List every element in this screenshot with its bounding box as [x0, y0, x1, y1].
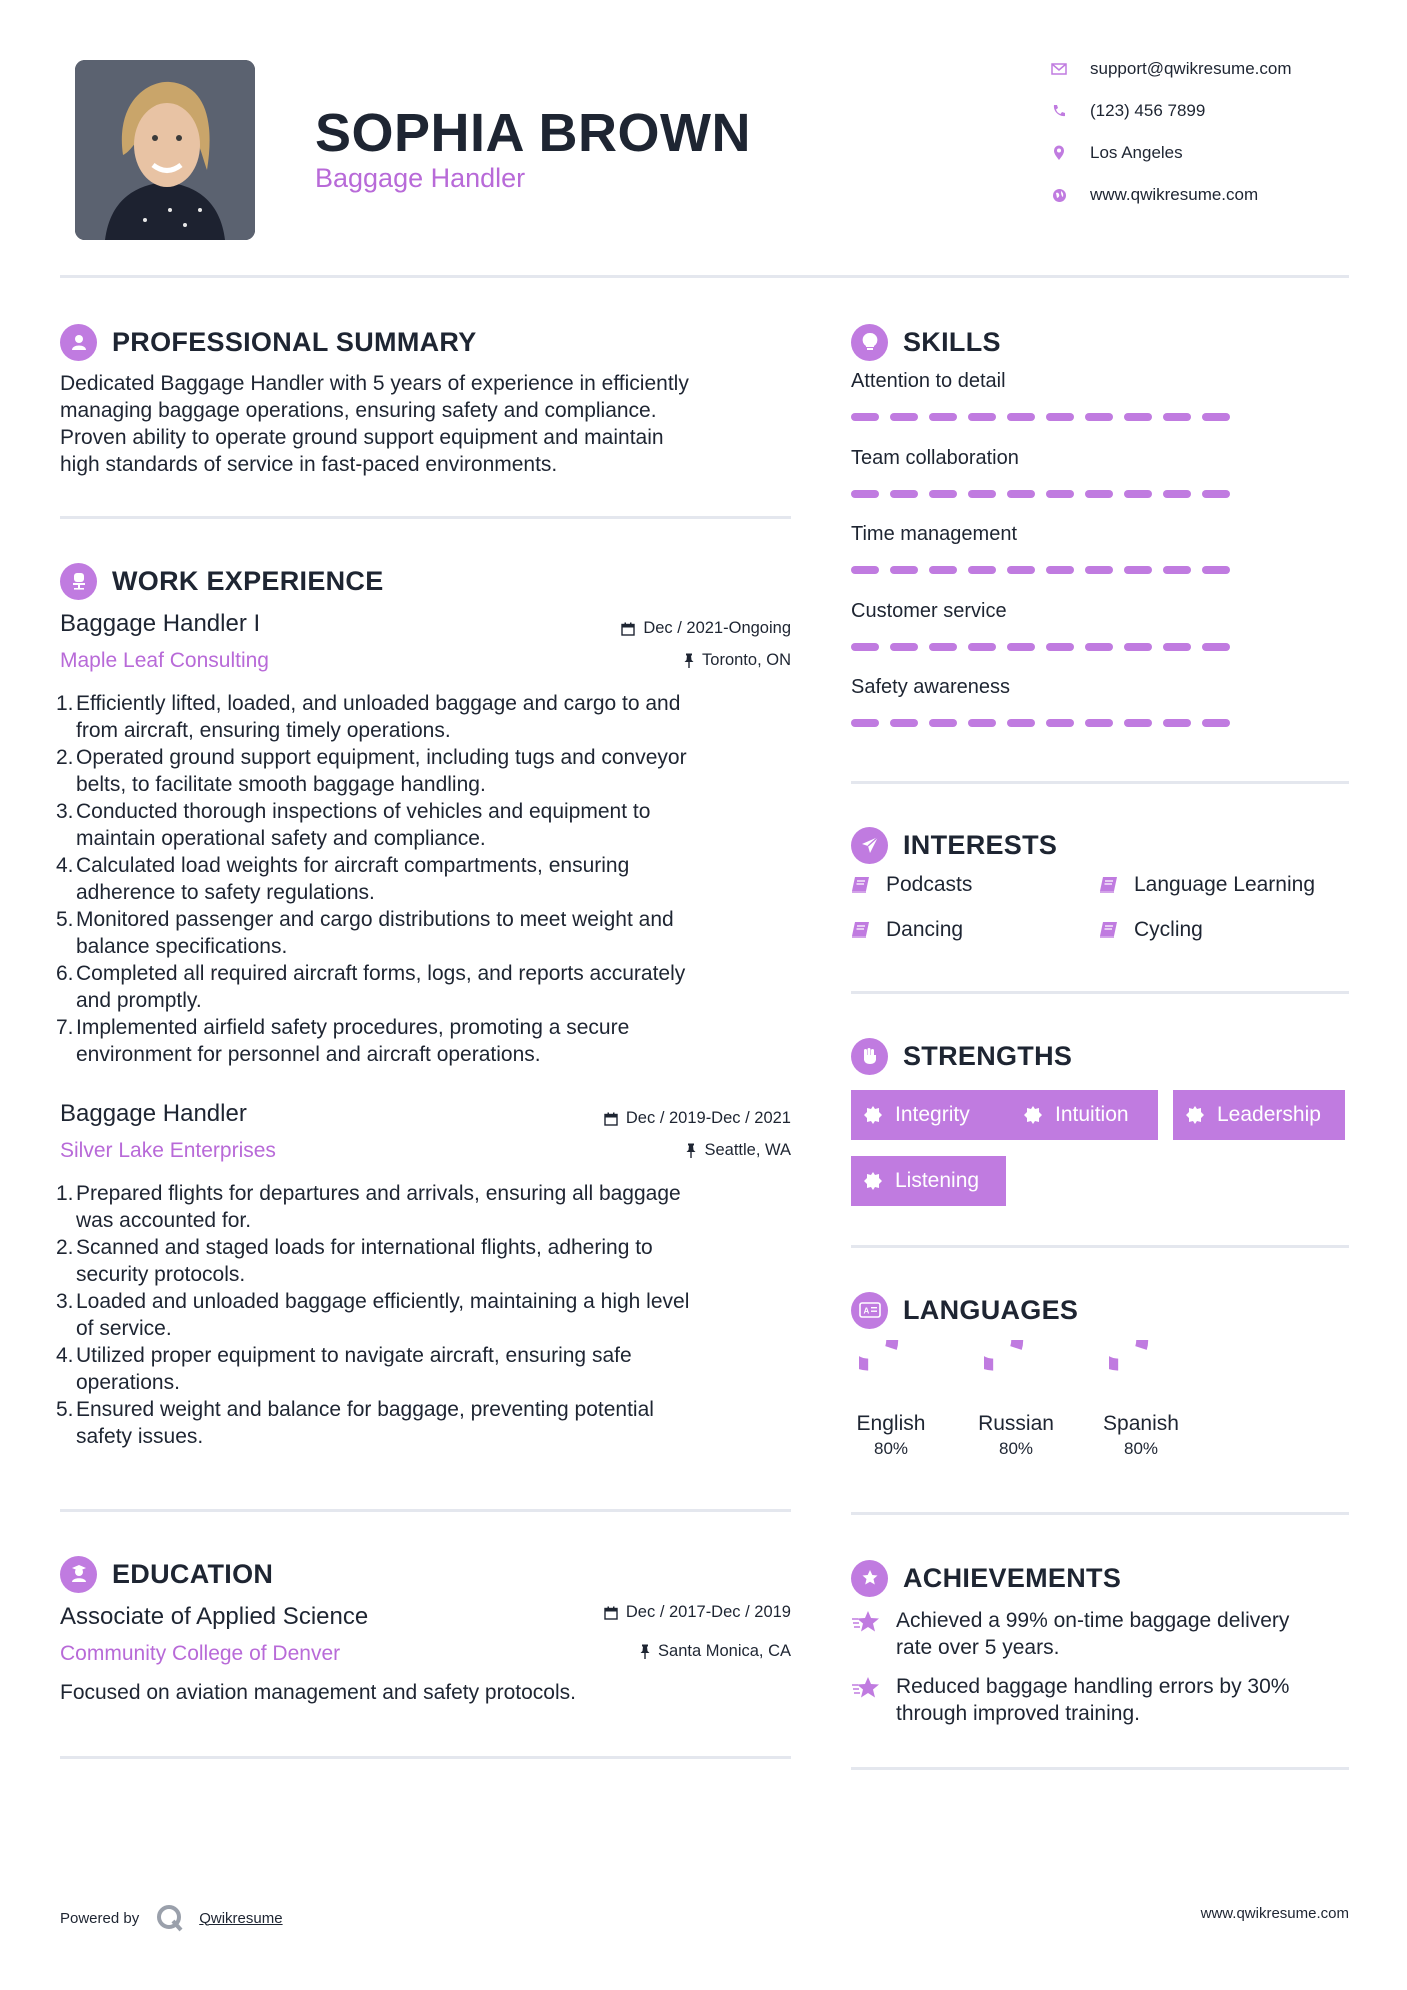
job-location-text: Seattle, WA	[704, 1141, 791, 1159]
skill-dash	[1163, 566, 1191, 574]
skill-dash	[1163, 413, 1191, 421]
phone-icon	[1050, 102, 1068, 120]
translate-icon	[851, 1292, 888, 1329]
skill-name: Safety awareness	[851, 676, 1010, 698]
qwikresume-logo-icon	[155, 1903, 185, 1933]
summary-text	[60, 370, 800, 478]
skill-dash	[968, 643, 996, 651]
education-date	[500, 1603, 791, 1622]
skill-dash	[851, 413, 879, 421]
ring-track	[992, 1348, 1040, 1396]
skill-dash	[968, 566, 996, 574]
summary-title: PROFESSIONAL SUMMARY	[112, 326, 477, 357]
skill-item	[851, 600, 1281, 677]
skill-item	[851, 676, 1281, 753]
list-item: 1. Prepared flights for departures and arrivals, ensuring all baggage was accounted for.	[56, 1182, 681, 1232]
achievement-line: through improved training.	[896, 1702, 1140, 1725]
skill-dash	[851, 719, 879, 727]
languages-title: LANGUAGES	[903, 1294, 1079, 1325]
interest-item	[851, 873, 972, 897]
strength-label: Listening	[895, 1169, 980, 1192]
job-location	[500, 651, 791, 670]
skill-dash	[1124, 566, 1152, 574]
paper-plane-icon	[851, 827, 888, 864]
achievement-line: Achieved a 99% on-time baggage delivery	[896, 1609, 1290, 1632]
education-description: Focused on aviation management and safety protocols.	[60, 1681, 576, 1704]
achievement-line: Reduced baggage handling errors by 30%	[896, 1675, 1290, 1698]
badge-star-icon	[1185, 1105, 1205, 1125]
skill-dash	[1007, 413, 1035, 421]
candidate-title: Baggage Handler	[315, 163, 526, 193]
skill-dash	[1202, 643, 1230, 651]
skills-title: SKILLS	[903, 326, 1001, 357]
skills-heading	[851, 322, 1001, 362]
languages-heading	[851, 1290, 1078, 1330]
skill-dash	[1085, 490, 1113, 498]
book-icon	[1099, 921, 1118, 939]
skill-dash	[890, 413, 918, 421]
skill-dash	[1085, 643, 1113, 651]
interest-label: Podcasts	[886, 873, 973, 896]
job-date-text: Dec / 2021-Ongoing	[643, 619, 791, 637]
skill-dash	[968, 413, 996, 421]
raised-fist-icon	[851, 1038, 888, 1075]
skill-dash	[1163, 719, 1191, 727]
education-location	[500, 1642, 791, 1661]
education-heading	[60, 1554, 273, 1594]
summary-divider	[60, 516, 791, 519]
language-percent: 80%	[873, 1439, 909, 1458]
skill-dash	[1085, 566, 1113, 574]
interests-title: INTERESTS	[903, 829, 1058, 860]
skill-dash	[929, 643, 957, 651]
strength-badge	[1011, 1090, 1158, 1140]
job-date	[500, 1109, 791, 1128]
skill-dash	[1046, 566, 1074, 574]
ring-track	[867, 1348, 915, 1396]
interests-divider	[851, 991, 1349, 994]
summary-line: Dedicated Baggage Handler with 5 years of experience in efficiently	[60, 372, 689, 395]
skill-rating	[851, 490, 1281, 498]
skill-item	[851, 523, 1281, 600]
skill-dash	[1163, 643, 1191, 651]
briefcase-chair-icon	[60, 563, 97, 600]
pushpin-icon	[686, 1143, 696, 1158]
skill-name: Customer service	[851, 599, 1007, 622]
skill-dash	[1046, 719, 1074, 727]
pushpin-icon	[684, 653, 694, 668]
achievement-item	[851, 1607, 1349, 1661]
contact-email[interactable]	[1050, 54, 1350, 84]
strength-label: Leadership	[1217, 1103, 1321, 1126]
school-name: Community College of Denver	[60, 1642, 341, 1665]
contact-phone-text: (123) 456 7899	[1090, 101, 1206, 120]
language-name: Russian	[978, 1412, 1054, 1435]
list-item: 3. Conducted thorough inspections of vehicles and equipment to maintain operational safety and compliance.	[56, 800, 651, 850]
pushpin-icon	[640, 1644, 650, 1659]
skill-dash	[1124, 719, 1152, 727]
strength-badge	[851, 1090, 1012, 1140]
skill-name: Time management	[851, 523, 1017, 545]
book-icon	[851, 876, 870, 894]
list-item: 7. Implemented airfield safety procedures, promoting a secure environment for personnel and aircraft operations.	[56, 1016, 630, 1066]
powered-by-text: Powered by	[60, 1909, 140, 1927]
contact-location	[1050, 138, 1350, 168]
job-title: Baggage Handler	[60, 1100, 247, 1127]
map-pin-icon	[1050, 144, 1068, 162]
achievements-title: ACHIEVEMENTS	[903, 1562, 1122, 1593]
strength-badge	[1173, 1090, 1345, 1140]
skill-dash	[1046, 490, 1074, 498]
skill-dash	[1007, 490, 1035, 498]
list-item: 5. Ensured weight and balance for baggage, preventing potential safety issues.	[56, 1398, 654, 1448]
brand-link[interactable]: Qwikresume	[199, 1909, 283, 1927]
skill-dash	[929, 719, 957, 727]
job-location-text: Toronto, ON	[702, 651, 791, 669]
list-item: 2. Scanned and staged loads for international flights, adhering to security protocols.	[56, 1236, 653, 1286]
job-duties-list	[58, 1180, 798, 1450]
skill-dash	[1202, 566, 1230, 574]
footer-url[interactable]: www.qwikresume.com	[1200, 1905, 1349, 1922]
skill-dash	[1085, 413, 1113, 421]
job-company: Silver Lake Enterprises	[60, 1139, 276, 1162]
language-item	[961, 1340, 1071, 1459]
language-name: English	[856, 1412, 926, 1435]
skill-dash	[1124, 413, 1152, 421]
education-title: EDUCATION	[112, 1558, 274, 1589]
interest-label: Dancing	[886, 918, 964, 941]
envelope-icon	[1050, 60, 1068, 78]
star-icon	[851, 1673, 883, 1727]
experience-divider	[60, 1509, 791, 1512]
skill-dash	[929, 413, 957, 421]
summary-line: Proven ability to operate ground support equipment and maintain	[60, 426, 664, 449]
book-icon	[851, 921, 870, 939]
language-percent: 80%	[1123, 1439, 1159, 1458]
strength-badge	[851, 1156, 1006, 1206]
language-progress-ring	[859, 1340, 923, 1404]
badge-star-icon	[863, 1105, 883, 1125]
language-progress-ring	[1109, 1340, 1173, 1404]
ring-track	[1117, 1348, 1165, 1396]
badge-star-icon	[1023, 1105, 1043, 1125]
globe-icon	[1050, 186, 1068, 204]
education-divider	[60, 1756, 791, 1759]
skill-dash	[968, 490, 996, 498]
skill-name: Team collaboration	[851, 446, 1019, 469]
list-item: 1. Efficiently lifted, loaded, and unloaded baggage and cargo to and from aircraft, ensuring timely operations.	[56, 692, 681, 742]
list-item: 4. Calculated load weights for aircraft compartments, ensuring adherence to safety regulations.	[56, 854, 630, 904]
skill-name: Attention to detail	[851, 370, 1006, 392]
list-item: 3. Loaded and unloaded baggage efficiently, maintaining a high level of service.	[56, 1290, 690, 1340]
language-percent: 80%	[998, 1439, 1034, 1458]
skill-rating	[851, 643, 1281, 651]
achievement-item	[851, 1673, 1349, 1727]
skill-dash	[1202, 413, 1230, 421]
skill-dash	[851, 566, 879, 574]
skill-dash	[1085, 719, 1113, 727]
star-icon	[851, 1607, 883, 1661]
skill-dash	[1046, 643, 1074, 651]
skill-dash	[1124, 643, 1152, 651]
candidate-name: SOPHIA BROWN	[315, 103, 751, 163]
summary-heading	[60, 322, 477, 362]
list-item: 6. Completed all required aircraft forms, logs, and reports accurately and promptly.	[56, 962, 686, 1012]
interest-item	[1099, 918, 1203, 942]
book-icon	[1099, 876, 1118, 894]
list-item: 4. Utilized proper equipment to navigate aircraft, ensuring safe operations.	[56, 1344, 632, 1394]
language-item	[836, 1340, 946, 1459]
job-duties-list	[58, 690, 798, 1068]
job-company: Maple Leaf Consulting	[60, 649, 269, 672]
skill-rating	[851, 413, 1281, 421]
skill-dash	[851, 643, 879, 651]
skill-dash	[890, 566, 918, 574]
experience-title: WORK EXPERIENCE	[112, 565, 384, 596]
svg-text:A: A	[863, 1306, 869, 1316]
interest-label: Language Learning	[1134, 873, 1316, 896]
skill-dash	[890, 719, 918, 727]
lightbulb-icon	[851, 324, 888, 361]
strength-label: Intuition	[1055, 1103, 1129, 1126]
footer-powered-by	[60, 1903, 283, 1933]
user-icon	[60, 324, 97, 361]
profile-photo	[75, 60, 255, 240]
skill-item	[851, 370, 1281, 447]
trophy-star-icon	[851, 1560, 888, 1597]
list-item: 5. Monitored passenger and cargo distributions to meet weight and balance specifications.	[56, 908, 674, 958]
calendar-icon	[604, 1606, 618, 1620]
calendar-icon	[604, 1112, 618, 1126]
summary-line: high standards of service in fast-paced environments.	[60, 453, 558, 476]
skill-dash	[890, 643, 918, 651]
skill-dash	[1163, 490, 1191, 498]
skill-dash	[1007, 643, 1035, 651]
strengths-divider	[851, 1245, 1349, 1248]
graduate-icon	[60, 1556, 97, 1593]
skill-dash	[968, 719, 996, 727]
skill-dash	[929, 566, 957, 574]
skill-dash	[929, 490, 957, 498]
job-title: Baggage Handler I	[60, 610, 261, 637]
education-location-text: Santa Monica, CA	[658, 1642, 791, 1660]
contact-location-text: Los Angeles	[1090, 143, 1183, 162]
list-item: 2. Operated ground support equipment, including tugs and conveyor belts, to facilitate smooth baggage handling.	[56, 746, 687, 796]
language-item	[1086, 1340, 1196, 1459]
education-date-text: Dec / 2017-Dec / 2019	[625, 1603, 791, 1621]
skill-item	[851, 447, 1281, 524]
achievement-line: rate over 5 years.	[896, 1636, 1060, 1659]
strengths-title: STRENGTHS	[903, 1040, 1073, 1071]
languages-divider	[851, 1512, 1349, 1515]
summary-line: managing baggage operations, ensuring safety and compliance.	[60, 399, 657, 422]
skill-dash	[1007, 719, 1035, 727]
interest-item	[851, 918, 963, 942]
skill-dash	[1007, 566, 1035, 574]
skill-dash	[1202, 719, 1230, 727]
skill-dash	[890, 490, 918, 498]
skill-rating	[851, 566, 1281, 574]
contact-email-text: support@qwikresume.com	[1090, 59, 1292, 78]
experience-heading	[60, 561, 384, 601]
header-divider	[60, 275, 1349, 278]
achievements-heading	[851, 1558, 1121, 1598]
skill-dash	[1202, 490, 1230, 498]
degree-name: Associate of Applied Science	[60, 1603, 369, 1630]
skill-dash	[1046, 413, 1074, 421]
interest-label: Cycling	[1134, 918, 1203, 941]
job-date-text: Dec / 2019-Dec / 2021	[625, 1109, 791, 1127]
skill-dash	[851, 490, 879, 498]
contact-website-text: www.qwikresume.com	[1090, 185, 1259, 204]
strength-label: Integrity	[895, 1103, 970, 1126]
skills-divider	[851, 781, 1349, 784]
skills-list	[851, 370, 1281, 753]
calendar-icon	[621, 622, 635, 636]
language-progress-ring	[984, 1340, 1048, 1404]
badge-star-icon	[863, 1171, 883, 1191]
language-name: Spanish	[1103, 1412, 1179, 1435]
contact-website[interactable]	[1050, 180, 1350, 210]
job-location	[500, 1141, 791, 1160]
strengths-heading	[851, 1036, 1072, 1076]
interest-item	[1099, 873, 1315, 897]
interests-heading	[851, 825, 1057, 865]
skill-dash	[1124, 490, 1152, 498]
job-date	[500, 619, 791, 638]
achievements-divider	[851, 1767, 1349, 1770]
skill-rating	[851, 719, 1281, 727]
contact-phone[interactable]	[1050, 96, 1350, 126]
